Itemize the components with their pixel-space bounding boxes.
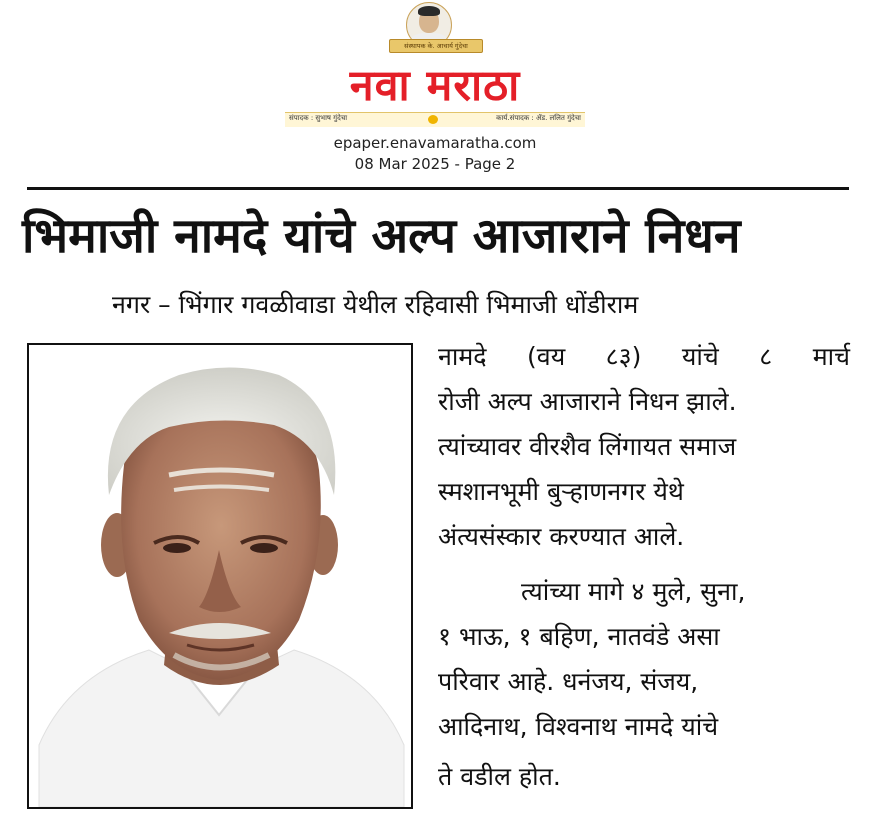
article-line-11: ते वडील होत. bbox=[438, 762, 561, 791]
article-line-4: त्यांच्यावर वीरशैव लिंगायत समाज bbox=[438, 432, 737, 461]
editor-credit: संपादक : सुभाष गुंदेचा bbox=[289, 114, 348, 122]
masthead-logo bbox=[285, 0, 585, 128]
edition-url: epaper.enavamaratha.com bbox=[333, 134, 537, 152]
article-line-8: १ भाऊ, १ बहिण, नातवंडे असा bbox=[438, 622, 720, 651]
article-line-9: परिवार आहे. धनंजय, संजय, bbox=[438, 667, 699, 696]
article-line-6: अंत्यसंस्कार करण्यात आले. bbox=[438, 522, 685, 551]
edition-date-page: 08 Mar 2025 - Page 2 bbox=[354, 155, 516, 173]
obituary-photo bbox=[27, 343, 413, 809]
brand-name: नवा मराठा bbox=[349, 61, 521, 111]
article-line-5: स्मशानभूमी बुऱ्हाणनगर येथे bbox=[438, 477, 684, 506]
header-divider bbox=[27, 187, 849, 190]
founder-ribbon: संस्थापक के. आचार्य गुंदेचा bbox=[389, 39, 483, 53]
article-line-2: नामदे (वय ८३) यांचे ८ मार्च bbox=[438, 342, 850, 371]
article-headline: भिमाजी नामदे यांचे अल्प आजाराने निधन bbox=[22, 208, 741, 264]
brand-footer bbox=[285, 112, 585, 127]
executive-editor-credit: कार्य.संपादक : ॲड. ललित गुंदेचा bbox=[496, 114, 581, 122]
brand-block bbox=[285, 56, 585, 116]
article-line-3: रोजी अल्प आजाराने निधन झाले. bbox=[438, 387, 737, 416]
article-line-1: नगर – भिंगार गवळीवाडा येथील रहिवासी भिमाजी धोंडीराम bbox=[112, 290, 639, 319]
article-line-10: आदिनाथ, विश्वनाथ नामदे यांचे bbox=[438, 712, 719, 741]
portrait-image bbox=[29, 345, 411, 807]
sun-icon bbox=[428, 115, 438, 124]
article-line-7: त्यांच्या मागे ४ मुले, सुना, bbox=[521, 577, 746, 606]
